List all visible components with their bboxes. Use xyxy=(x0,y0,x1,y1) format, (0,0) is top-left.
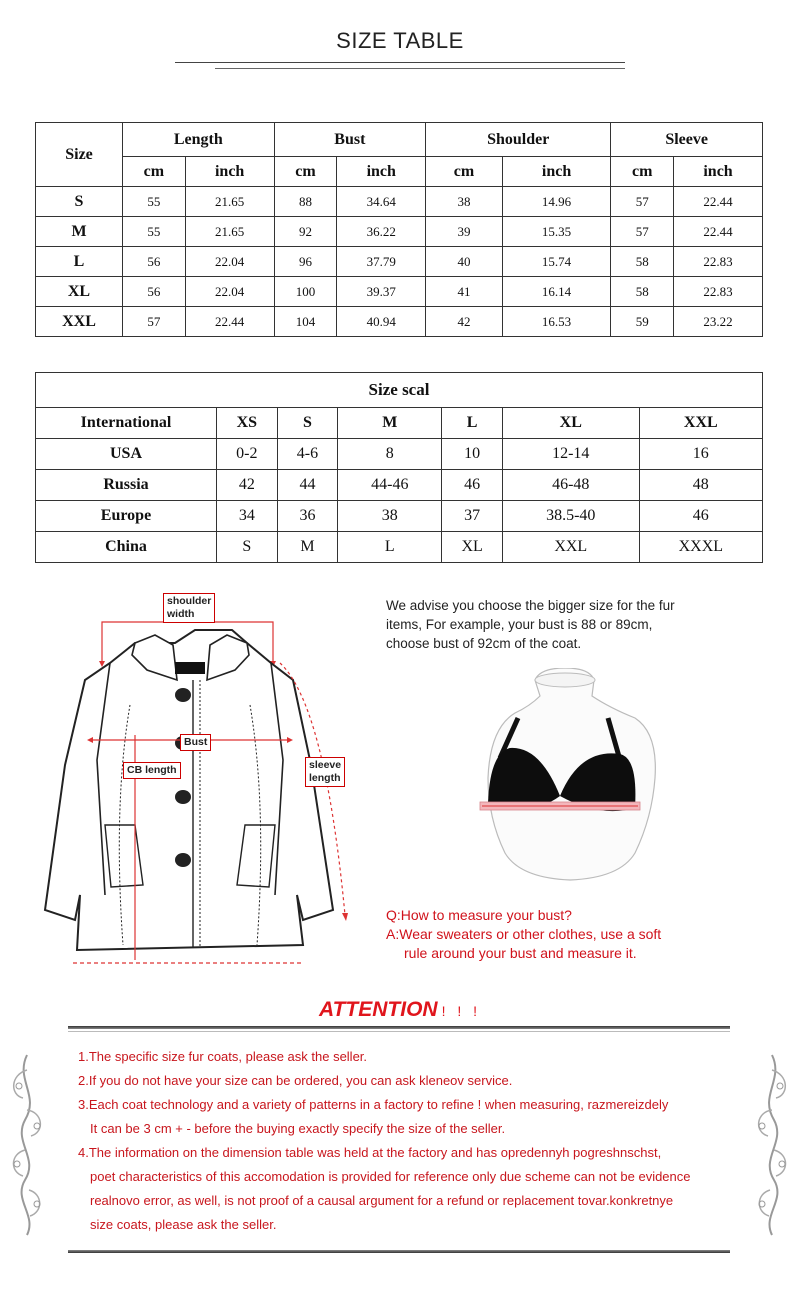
table-cell: 8 xyxy=(338,439,442,470)
unit-cell: inch xyxy=(337,157,426,187)
table-row xyxy=(36,439,763,470)
table-cell: 15.35 xyxy=(502,217,611,247)
advice-line: items, For example, your bust is 88 or 89cm, xyxy=(386,617,653,632)
table-cell: 40 xyxy=(426,247,503,277)
table-cell: 57 xyxy=(611,217,674,247)
size-scale-header-row xyxy=(36,408,763,439)
unit-cell: cm xyxy=(123,157,186,187)
advice-line: choose bust of 92cm of the coat. xyxy=(386,636,582,651)
size-label: S xyxy=(36,187,123,217)
attention-heading xyxy=(0,998,800,1022)
attention-title: ATTENTION xyxy=(318,998,438,1021)
table-cell: 21.65 xyxy=(185,187,274,217)
table-cell: 56 xyxy=(123,247,186,277)
table-cell: 56 xyxy=(123,277,186,307)
shoulder-label-line1: shoulder xyxy=(167,595,212,607)
header-cell: International xyxy=(36,408,217,439)
table-cell: 57 xyxy=(611,187,674,217)
table-cell: 104 xyxy=(274,307,337,337)
region-label: China xyxy=(36,532,217,563)
table-row xyxy=(36,217,763,247)
table-cell: XXXL xyxy=(639,532,762,563)
table-cell: 96 xyxy=(274,247,337,277)
header-cell: M xyxy=(338,408,442,439)
table-cell: 38 xyxy=(426,187,503,217)
table-cell: 41 xyxy=(426,277,503,307)
table-cell: 22.83 xyxy=(674,247,763,277)
page-title: SIZE TABLE xyxy=(336,28,464,53)
qa-question: Q:How to measure your bust? xyxy=(386,907,572,923)
unit-cell: inch xyxy=(185,157,274,187)
divider xyxy=(68,1026,730,1029)
table-cell: XXL xyxy=(502,532,639,563)
group-length: Length xyxy=(123,123,275,157)
table-cell: 39.37 xyxy=(337,277,426,307)
table-cell: 42 xyxy=(217,470,278,501)
size-scale-table xyxy=(35,372,763,563)
table-cell: 55 xyxy=(123,187,186,217)
size-label: XXL xyxy=(36,307,123,337)
table-cell: 14.96 xyxy=(502,187,611,217)
group-sleeve: Sleeve xyxy=(611,123,763,157)
region-label: Europe xyxy=(36,501,217,532)
table-cell: 44 xyxy=(277,470,338,501)
table-cell: 4-6 xyxy=(277,439,338,470)
header-cell: XXL xyxy=(639,408,762,439)
header-cell: XL xyxy=(502,408,639,439)
divider xyxy=(68,1250,730,1253)
table-cell: 59 xyxy=(611,307,674,337)
qa-answer: A:Wear sweaters or other clothes, use a soft xyxy=(386,926,662,942)
table-cell: M xyxy=(277,532,338,563)
note-item-cont: It can be 3 cm + - before the buying exactly specify the size of the seller. xyxy=(90,1121,506,1136)
note-item-cont: realnovo error, as well, is not proof of a causal argument for a refund or replacement tovar.konkretnye xyxy=(90,1193,674,1208)
table-cell: 37.79 xyxy=(337,247,426,277)
shoulder-label-line2: width xyxy=(167,608,195,620)
bust-label: Bust xyxy=(180,734,211,751)
table-cell: 42 xyxy=(426,307,503,337)
table-row xyxy=(36,532,763,563)
sleeve-label-line1: sleeve xyxy=(309,759,342,771)
table-cell: 48 xyxy=(639,470,762,501)
size-table-group-header xyxy=(36,123,763,157)
table-cell: 46 xyxy=(639,501,762,532)
table-row xyxy=(36,247,763,277)
table-cell: 34 xyxy=(217,501,278,532)
group-bust: Bust xyxy=(274,123,426,157)
table-cell: 22.44 xyxy=(674,187,763,217)
table-cell: 46 xyxy=(442,470,503,501)
cb-length-label: CB length xyxy=(123,762,181,779)
size-label: XL xyxy=(36,277,123,307)
table-cell: 38.5-40 xyxy=(502,501,639,532)
table-cell: 10 xyxy=(442,439,503,470)
table-cell: 92 xyxy=(274,217,337,247)
table-row xyxy=(36,277,763,307)
table-cell: 57 xyxy=(123,307,186,337)
note-item: 2.If you do not have your size can be ordered, you can ask kleneov service. xyxy=(78,1073,513,1088)
table-cell: 16.14 xyxy=(502,277,611,307)
table-cell: 44-46 xyxy=(338,470,442,501)
table-cell: 36 xyxy=(277,501,338,532)
table-row xyxy=(36,187,763,217)
table-cell: 22.04 xyxy=(185,247,274,277)
table-row xyxy=(36,470,763,501)
table-cell: 58 xyxy=(611,277,674,307)
title-underline xyxy=(175,62,625,63)
table-row xyxy=(36,501,763,532)
header-cell: L xyxy=(442,408,503,439)
note-item: 4.The information on the dimension table was held at the factory and has opredennyh pogreshnschst, xyxy=(78,1145,662,1160)
size-table xyxy=(35,122,763,337)
table-cell: 22.44 xyxy=(674,217,763,247)
note-item-cont: size coats, please ask the seller. xyxy=(90,1217,277,1232)
table-cell: 58 xyxy=(611,247,674,277)
table-cell: L xyxy=(338,532,442,563)
unit-cell: cm xyxy=(611,157,674,187)
region-label: USA xyxy=(36,439,217,470)
shoulder-width-label xyxy=(163,593,215,623)
ornament-right-icon xyxy=(750,1050,794,1240)
attention-exclamations: ! ! ! xyxy=(441,1003,482,1019)
advice-line: We advise you choose the bigger size for the fur xyxy=(386,598,675,613)
table-cell: 22.83 xyxy=(674,277,763,307)
table-cell: 36.22 xyxy=(337,217,426,247)
note-item: 1.The specific size fur coats, please ask the seller. xyxy=(78,1049,368,1064)
unit-cell: cm xyxy=(274,157,337,187)
table-cell: 22.04 xyxy=(185,277,274,307)
note-item-cont: poet characteristics of this accomodation is provided for reference only due scheme can not be evidence xyxy=(90,1169,691,1184)
table-cell: 23.22 xyxy=(674,307,763,337)
table-cell: 55 xyxy=(123,217,186,247)
bust-qa xyxy=(386,906,786,963)
table-cell: 39 xyxy=(426,217,503,247)
note-item: 3.Each coat technology and a variety of patterns in a factory to refine ! when measuring, razmereizdely xyxy=(78,1097,669,1112)
table-cell: S xyxy=(217,532,278,563)
table-cell: 0-2 xyxy=(217,439,278,470)
table-cell: XL xyxy=(442,532,503,563)
table-cell: 16 xyxy=(639,439,762,470)
header-cell: XS xyxy=(217,408,278,439)
unit-cell: inch xyxy=(674,157,763,187)
qa-answer-cont: rule around your bust and measure it. xyxy=(404,945,637,961)
sleeve-label-line2: length xyxy=(309,772,341,784)
size-scale-caption: Size scal xyxy=(36,373,763,408)
size-scale-caption-row xyxy=(36,373,763,408)
table-cell: 100 xyxy=(274,277,337,307)
unit-cell: inch xyxy=(502,157,611,187)
coat-diagram xyxy=(35,585,365,970)
size-table-unit-header xyxy=(36,157,763,187)
size-header: Size xyxy=(36,123,123,187)
table-cell: 34.64 xyxy=(337,187,426,217)
title-underline-secondary xyxy=(215,68,625,69)
group-shoulder: Shoulder xyxy=(426,123,611,157)
table-cell: 40.94 xyxy=(337,307,426,337)
region-label: Russia xyxy=(36,470,217,501)
unit-cell: cm xyxy=(426,157,503,187)
divider xyxy=(68,1031,730,1032)
bust-measurement-illustration xyxy=(470,668,670,888)
size-label: M xyxy=(36,217,123,247)
table-cell: 88 xyxy=(274,187,337,217)
advice-text xyxy=(386,596,766,653)
ornament-left-icon xyxy=(5,1050,49,1240)
table-cell: 16.53 xyxy=(502,307,611,337)
table-row xyxy=(36,307,763,337)
table-cell: 46-48 xyxy=(502,470,639,501)
table-cell: 22.44 xyxy=(185,307,274,337)
attention-notes xyxy=(78,1045,738,1237)
table-cell: 38 xyxy=(338,501,442,532)
table-cell: 21.65 xyxy=(185,217,274,247)
size-label: L xyxy=(36,247,123,277)
table-cell: 37 xyxy=(442,501,503,532)
table-cell: 15.74 xyxy=(502,247,611,277)
table-cell: 12-14 xyxy=(502,439,639,470)
sleeve-length-label xyxy=(305,757,345,787)
header-cell: S xyxy=(277,408,338,439)
